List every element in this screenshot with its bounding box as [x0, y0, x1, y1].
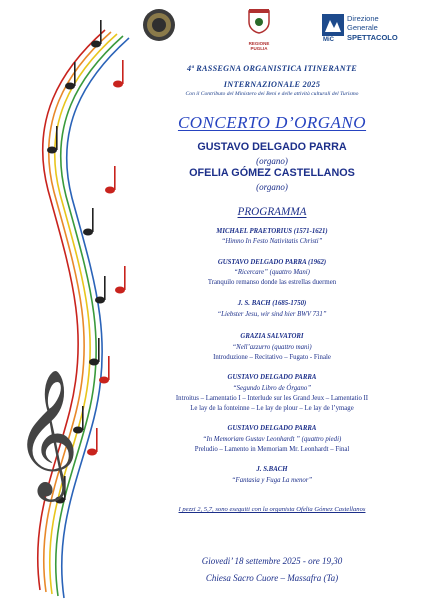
program-composer-1: MICHAEL PRAETORIUS (1571-1621) — [216, 228, 328, 235]
performer-name-1: GUSTAVO DELGADO PARRA — [197, 141, 347, 153]
program-line-5-3: Le lay de la fonteinne – Le lay de plour – Le lay de l’ymage — [190, 405, 354, 412]
program-composer-5: GUSTAVO DELGADO PARRA — [227, 374, 317, 381]
program-line-4-2: Introduzione – Recitativo – Fugato - Finale — [213, 354, 331, 361]
regione-puglia-shield-icon — [248, 8, 270, 34]
rassegna-line2: INTERNAZIONALE 2025 — [223, 80, 321, 89]
rassegna-line1: 4ª RASSEGNA ORGANISTICA ITINERANTE — [186, 64, 358, 73]
svg-text:𝄞: 𝄞 — [14, 368, 80, 496]
program-line-5-2: Introitus – Lamentatio I – Interlude sur les Grand Jeux – Lamentatio II — [175, 395, 369, 402]
contribution-line: Con il Contributo del Ministero dei Beni e delle attività culturali del Turismo — [185, 91, 359, 97]
program-line-6-2: Preludio – Lamento in Memoriam Mr. Leonhardt – Final — [194, 446, 350, 453]
mic-line3: SPETTACOLO — [347, 33, 398, 42]
event-venue: Chiesa Sacro Cuore – Massafra (Ta) — [205, 573, 339, 583]
program-line-2-1: “Ricercare” (quattro Mani) — [234, 269, 310, 276]
program-composer-6: GUSTAVO DELGADO PARRA — [227, 425, 317, 432]
programma-heading: PROGRAMMA — [237, 206, 307, 218]
mic-line2: Generale — [347, 23, 378, 32]
region-caption: REGIONE PUGLIA — [248, 41, 270, 51]
mic-mark: MiC — [323, 37, 334, 43]
event-date: Giovedi’ 18 settembre 2025 - ore 19,30 — [201, 556, 343, 566]
program-line-4-1: “Nell’azzurro (quattro mani) — [232, 344, 312, 351]
footnote: I pezzi 2, 5,7, sono eseguiti con la organista Ofelia Gómez Castellanos — [178, 506, 366, 513]
concert-title: CONCERTO D’ORGANO — [177, 113, 367, 132]
program-line-5-1: “Segundo Libro de Órgano” — [232, 385, 312, 392]
performer-role-2: (organo) — [256, 182, 288, 192]
program-line-3-1: “Liebster Jesu, wir sind hier BWV 731” — [217, 311, 327, 318]
mic-line1: Direzione — [347, 14, 379, 23]
program-line-7-1: “Fantasia y Fuga La menor” — [231, 477, 313, 484]
regione-puglia-logo — [244, 8, 274, 54]
program-line-2-2: Tranquilo remanso donde las estrellas duermen — [207, 279, 337, 286]
program-composer-3: J. S. BACH (1685-1750) — [237, 300, 307, 307]
program-line-1-1: “Himno In Festo Nativitatis Christi” — [221, 238, 323, 245]
performer-name-2: OFELIA GÓMEZ CASTELLANOS — [189, 167, 355, 179]
performer-role-1: (organo) — [256, 156, 288, 166]
mic-logo-icon — [322, 14, 344, 36]
seal-logo-icon — [142, 8, 176, 42]
treble-clef-icon — [14, 368, 79, 502]
mic-logo — [322, 14, 422, 44]
program-composer-7: J. S.BACH — [256, 466, 288, 473]
program-composer-4: GRAZIA SALVATORI — [240, 333, 304, 340]
program-composer-2: GUSTAVO DELGADO PARRA (1962) — [217, 259, 327, 266]
program-line-6-1: “In Memoriam Gustav Leonhardt ” (quattro piedi) — [202, 436, 342, 443]
